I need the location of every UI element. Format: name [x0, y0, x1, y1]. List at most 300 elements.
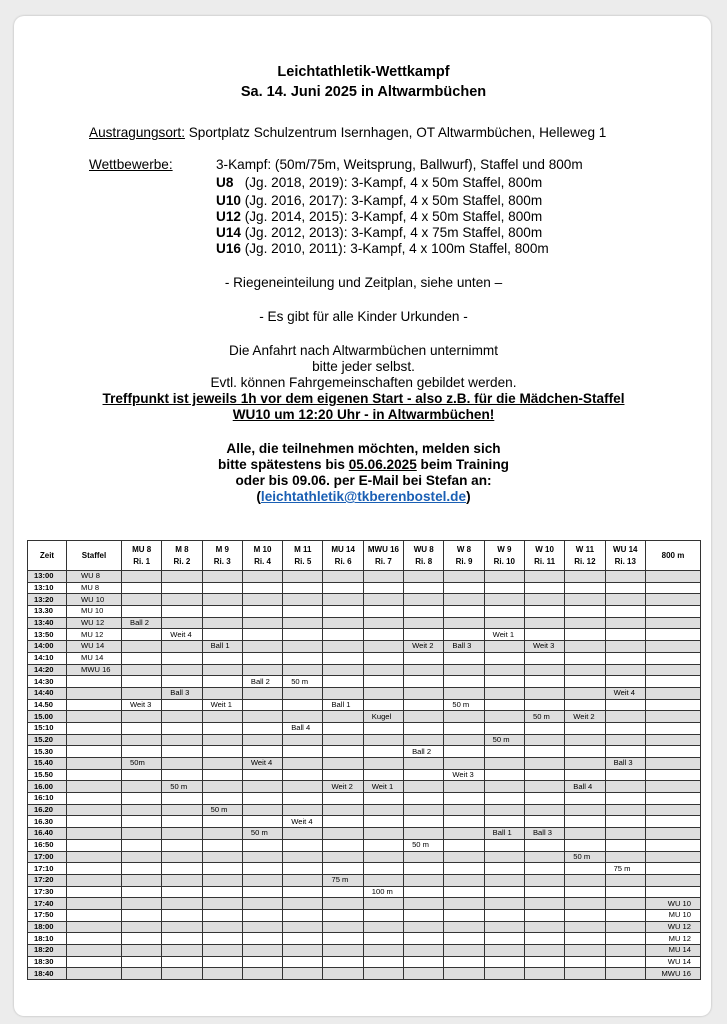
riege-cell: [484, 968, 524, 980]
riege-cell: [404, 909, 444, 921]
riege-cell: 75 m: [323, 874, 363, 886]
riege-cell: 50 m: [565, 851, 605, 863]
table-row: [28, 676, 701, 688]
riege-cell: [283, 664, 323, 676]
relay-cell: [67, 781, 122, 793]
run-800m-cell: [646, 582, 701, 594]
riege-cell: [162, 909, 202, 921]
riege-cell: [242, 629, 282, 641]
riege-cell: [444, 863, 484, 875]
riege-cell: [323, 676, 363, 688]
riege-cell: [242, 711, 282, 723]
riege-cell: [444, 945, 484, 957]
riege-cell: [444, 933, 484, 945]
riege-cell: [404, 594, 444, 606]
riege-cell: [404, 758, 444, 770]
table-row: [28, 851, 701, 863]
riege-cell: [484, 687, 524, 699]
riege-cell: [605, 652, 645, 664]
riege-cell: [605, 746, 645, 758]
riege-cell: [565, 699, 605, 711]
riege-cell: [162, 734, 202, 746]
riege-cell: [122, 594, 162, 606]
relay-cell: [67, 851, 122, 863]
relay-cell: MWU 16: [67, 664, 122, 676]
riege-cell: [524, 945, 564, 957]
riege-cell: [363, 699, 403, 711]
riege-cell: [242, 898, 282, 910]
riege-cell: Ball 3: [524, 828, 564, 840]
table-row: [28, 804, 701, 816]
riege-cell: Ball 2: [242, 676, 282, 688]
riege-cell: [444, 874, 484, 886]
riege-cell: [605, 594, 645, 606]
column-header-sublabel: Ri. 7: [374, 556, 392, 566]
relay-cell: [67, 793, 122, 805]
time-cell: 17:20: [28, 874, 67, 886]
relay-cell: [67, 945, 122, 957]
table-row: [28, 571, 701, 583]
riege-cell: [404, 606, 444, 618]
riege-cell: [605, 582, 645, 594]
table-row: [28, 828, 701, 840]
relay-cell: MU 10: [67, 606, 122, 618]
time-cell: 13:20: [28, 594, 67, 606]
competition-text: (Jg. 2012, 2013): 3-Kampf, 4 x 75m Staffel, 800m: [240, 225, 543, 240]
run-800m-cell: [646, 664, 701, 676]
table-row: [28, 617, 701, 629]
table-row: [28, 874, 701, 886]
riege-cell: [202, 816, 242, 828]
riege-cell: [524, 606, 564, 618]
run-800m-cell: MU 14: [646, 945, 701, 957]
riege-cell: [484, 863, 524, 875]
table-row: [28, 629, 701, 641]
riege-cell: [122, 641, 162, 653]
riege-cell: [404, 664, 444, 676]
riege-cell: [363, 629, 403, 641]
riege-cell: [242, 816, 282, 828]
riege-cell: [524, 863, 564, 875]
riege-cell: [565, 722, 605, 734]
competition-item: [216, 225, 542, 240]
riege-cell: [484, 722, 524, 734]
riege-cell: [162, 571, 202, 583]
riege-cell: [605, 711, 645, 723]
riege-cell: [242, 641, 282, 653]
run-800m-cell: [646, 699, 701, 711]
riege-cell: [444, 746, 484, 758]
riege-cell: [444, 652, 484, 664]
riege-cell: [323, 687, 363, 699]
riege-cell: [524, 676, 564, 688]
riege-cell: [565, 909, 605, 921]
riege-cell: [524, 664, 564, 676]
relay-cell: [67, 769, 122, 781]
table-row: [28, 734, 701, 746]
riege-cell: [605, 851, 645, 863]
riege-cell: [444, 606, 484, 618]
riege-cell: [323, 594, 363, 606]
relay-cell: [67, 968, 122, 980]
riege-cell: [524, 886, 564, 898]
riege-cell: [524, 921, 564, 933]
time-cell: 18:30: [28, 956, 67, 968]
riege-cell: [444, 804, 484, 816]
riege-cell: [202, 886, 242, 898]
riege-cell: [162, 921, 202, 933]
riege-cell: [323, 898, 363, 910]
riege-cell: [122, 968, 162, 980]
riege-cell: [162, 652, 202, 664]
riege-cell: [565, 664, 605, 676]
column-header-sublabel: Ri. 5: [294, 556, 312, 566]
time-cell: 18:10: [28, 933, 67, 945]
schedule-header-row: [28, 541, 701, 571]
riege-cell: [363, 793, 403, 805]
riege-cell: [404, 828, 444, 840]
riege-cell: Weit 2: [404, 641, 444, 653]
riege-cell: Weit 1: [484, 629, 524, 641]
riege-cell: [162, 956, 202, 968]
riege-cell: [605, 629, 645, 641]
riege-cell: [162, 606, 202, 618]
riege-cell: [242, 909, 282, 921]
riege-cell: Weit 1: [363, 781, 403, 793]
riege-cell: Weit 4: [605, 687, 645, 699]
run-800m-cell: [646, 816, 701, 828]
riege-cell: [283, 898, 323, 910]
riege-cell: [162, 933, 202, 945]
riege-cell: [605, 617, 645, 629]
riege-cell: [404, 734, 444, 746]
riege-cell: [524, 687, 564, 699]
column-header-label: Zeit: [39, 550, 55, 560]
table-row: [28, 664, 701, 676]
riege-cell: [444, 851, 484, 863]
riege-cell: [404, 722, 444, 734]
riege-cell: [484, 909, 524, 921]
riege-cell: [122, 956, 162, 968]
age-class: U10: [216, 193, 241, 208]
riege-cell: [202, 828, 242, 840]
riege-cell: [323, 839, 363, 851]
riege-cell: [122, 933, 162, 945]
riege-cell: Weit 1: [202, 699, 242, 711]
riege-cell: [565, 921, 605, 933]
riege-cell: [363, 746, 403, 758]
riege-cell: [242, 874, 282, 886]
riege-cell: [565, 641, 605, 653]
riege-cell: [605, 874, 645, 886]
table-row: [28, 594, 701, 606]
competition-text: (Jg. 2016, 2017): 3-Kampf, 4 x 50m Staffel, 800m: [240, 193, 543, 208]
riege-cell: [484, 641, 524, 653]
riege-cell: [122, 898, 162, 910]
relay-cell: [67, 839, 122, 851]
riege-cell: [283, 921, 323, 933]
table-row: [28, 641, 701, 653]
relay-cell: [67, 933, 122, 945]
riege-cell: 50m: [122, 758, 162, 770]
riege-cell: Ball 2: [122, 617, 162, 629]
riege-cell: [283, 863, 323, 875]
riege-cell: [363, 898, 403, 910]
riege-cell: [524, 734, 564, 746]
relay-cell: [67, 921, 122, 933]
riege-cell: [444, 594, 484, 606]
table-row: [28, 769, 701, 781]
column-header-label: MWU 16: [367, 544, 399, 554]
riege-cell: [363, 606, 403, 618]
riege-cell: [484, 699, 524, 711]
column-header: [363, 541, 403, 571]
relay-cell: WU 10: [67, 594, 122, 606]
riege-cell: [202, 711, 242, 723]
run-800m-cell: [646, 758, 701, 770]
riege-cell: [605, 699, 645, 711]
riege-cell: [363, 874, 403, 886]
riege-cell: [202, 793, 242, 805]
riege-cell: [202, 594, 242, 606]
run-800m-cell: [646, 652, 701, 664]
riege-cell: [242, 746, 282, 758]
competition-item: [216, 193, 542, 208]
column-header-sublabel: Ri. 1: [133, 556, 151, 566]
riege-cell: [162, 898, 202, 910]
riege-cell: [565, 933, 605, 945]
riege-cell: [323, 921, 363, 933]
relay-cell: [67, 687, 122, 699]
relay-cell: [67, 746, 122, 758]
riege-cell: [565, 945, 605, 957]
riege-cell: [565, 676, 605, 688]
age-class: U12: [216, 209, 241, 224]
riege-cell: [162, 582, 202, 594]
riege-cell: Weit 2: [565, 711, 605, 723]
riege-cell: [484, 933, 524, 945]
riege-cell: 50 m: [524, 711, 564, 723]
riege-cell: [202, 874, 242, 886]
riege-cell: [484, 956, 524, 968]
table-row: [28, 687, 701, 699]
table-row: [28, 652, 701, 664]
riege-cell: [565, 629, 605, 641]
age-class: U14: [216, 225, 241, 240]
riege-cell: [323, 711, 363, 723]
riege-cell: [202, 571, 242, 583]
column-header: [162, 541, 202, 571]
run-800m-cell: [646, 687, 701, 699]
column-header: [524, 541, 564, 571]
riege-cell: [565, 804, 605, 816]
riege-cell: [605, 722, 645, 734]
riege-cell: [404, 711, 444, 723]
riege-cell: [524, 839, 564, 851]
time-cell: 18:00: [28, 921, 67, 933]
riege-cell: [162, 722, 202, 734]
riege-cell: [162, 793, 202, 805]
time-cell: 13:00: [28, 571, 67, 583]
riege-cell: [202, 676, 242, 688]
run-800m-cell: WU 12: [646, 921, 701, 933]
riege-cell: [122, 687, 162, 699]
riege-cell: [524, 769, 564, 781]
riege-cell: [242, 956, 282, 968]
column-header: [323, 541, 363, 571]
column-header-label: W 10: [535, 544, 554, 554]
riege-cell: [363, 956, 403, 968]
riege-cell: [122, 629, 162, 641]
riege-cell: [323, 968, 363, 980]
riege-cell: [565, 758, 605, 770]
riege-cell: [242, 886, 282, 898]
riege-cell: [283, 582, 323, 594]
riege-cell: [605, 664, 645, 676]
competition-text: (Jg. 2018, 2019): 3-Kampf, 4 x 50m Staffel, 800m: [233, 175, 543, 190]
riege-cell: [565, 617, 605, 629]
registration-text: bitte spätestens bis: [218, 457, 349, 472]
riege-cell: [122, 676, 162, 688]
riege-cell: [323, 816, 363, 828]
riege-cell: [323, 828, 363, 840]
riege-cell: [242, 652, 282, 664]
riege-cell: [323, 734, 363, 746]
riege-cell: [283, 874, 323, 886]
riege-cell: [444, 734, 484, 746]
riege-cell: [283, 804, 323, 816]
time-cell: 13:10: [28, 582, 67, 594]
riege-cell: [404, 851, 444, 863]
riege-cell: [242, 921, 282, 933]
riege-cell: [162, 676, 202, 688]
riege-cell: Ball 3: [162, 687, 202, 699]
riege-cell: [444, 921, 484, 933]
riege-cell: [202, 617, 242, 629]
relay-cell: [67, 758, 122, 770]
time-cell: 13:50: [28, 629, 67, 641]
time-cell: 15.00: [28, 711, 67, 723]
riege-cell: Ball 1: [202, 641, 242, 653]
time-cell: 17:00: [28, 851, 67, 863]
riege-cell: [162, 874, 202, 886]
riege-cell: [444, 793, 484, 805]
riege-cell: [242, 863, 282, 875]
column-header: [242, 541, 282, 571]
run-800m-cell: MWU 16: [646, 968, 701, 980]
riege-cell: [202, 909, 242, 921]
riege-cell: [363, 582, 403, 594]
run-800m-cell: [646, 594, 701, 606]
time-cell: 16.40: [28, 828, 67, 840]
riege-cell: [444, 722, 484, 734]
column-header-sublabel: Ri. 4: [254, 556, 271, 566]
riege-cell: [484, 746, 524, 758]
venue-line: [89, 125, 606, 140]
registration-line-2: [0, 457, 727, 472]
riege-cell: [484, 945, 524, 957]
schedule-body: [28, 571, 701, 980]
riege-cell: [323, 851, 363, 863]
riege-cell: [122, 652, 162, 664]
riege-cell: [524, 898, 564, 910]
table-row: [28, 699, 701, 711]
riege-cell: [202, 921, 242, 933]
riege-cell: [404, 571, 444, 583]
column-header: [67, 541, 122, 571]
riege-cell: [162, 617, 202, 629]
table-row: [28, 606, 701, 618]
riege-cell: [363, 804, 403, 816]
riege-cell: [484, 851, 524, 863]
riege-cell: [565, 863, 605, 875]
riege-cell: [363, 909, 403, 921]
riege-cell: [524, 874, 564, 886]
run-800m-cell: [646, 874, 701, 886]
time-cell: 14.50: [28, 699, 67, 711]
riege-cell: [202, 898, 242, 910]
riege-cell: [283, 886, 323, 898]
table-row: [28, 793, 701, 805]
riege-cell: [162, 886, 202, 898]
riege-cell: [605, 734, 645, 746]
riege-cell: [162, 641, 202, 653]
column-header-label: M 10: [253, 544, 272, 554]
relay-cell: [67, 816, 122, 828]
note-urkunden: - Es gibt für alle Kinder Urkunden -: [259, 309, 468, 324]
riege-cell: [122, 664, 162, 676]
email-link[interactable]: leichtathletik@tkberenbostel.de: [260, 489, 467, 504]
riege-cell: [444, 839, 484, 851]
run-800m-cell: [646, 617, 701, 629]
riege-cell: [122, 816, 162, 828]
riege-cell: [404, 874, 444, 886]
time-cell: 14:00: [28, 641, 67, 653]
riege-cell: [202, 746, 242, 758]
riege-cell: [565, 594, 605, 606]
riege-cell: [565, 571, 605, 583]
riege-cell: [363, 921, 403, 933]
meeting-point-line-2: WU10 um 12:20 Uhr - in Altwarmbüchen!: [232, 407, 495, 422]
run-800m-cell: [646, 711, 701, 723]
riege-cell: [484, 781, 524, 793]
riege-cell: [202, 652, 242, 664]
riege-cell: [283, 945, 323, 957]
riege-cell: [283, 594, 323, 606]
time-cell: 15.20: [28, 734, 67, 746]
column-header-sublabel: Ri. 3: [213, 556, 231, 566]
riege-cell: [242, 582, 282, 594]
time-cell: 15.40: [28, 758, 67, 770]
time-cell: 15:10: [28, 722, 67, 734]
relay-cell: [67, 699, 122, 711]
riege-cell: [162, 945, 202, 957]
riege-cell: [122, 863, 162, 875]
riege-cell: [242, 734, 282, 746]
riege-cell: [605, 898, 645, 910]
riege-cell: [283, 629, 323, 641]
riege-cell: [283, 652, 323, 664]
riege-cell: [162, 968, 202, 980]
riege-cell: [283, 909, 323, 921]
competitions-intro: 3-Kampf: (50m/75m, Weitsprung, Ballwurf), Staffel und 800m: [216, 157, 583, 172]
relay-cell: WU 8: [67, 571, 122, 583]
relay-cell: WU 12: [67, 617, 122, 629]
riege-cell: [323, 641, 363, 653]
riege-cell: [524, 582, 564, 594]
riege-cell: [565, 769, 605, 781]
riege-cell: [162, 839, 202, 851]
